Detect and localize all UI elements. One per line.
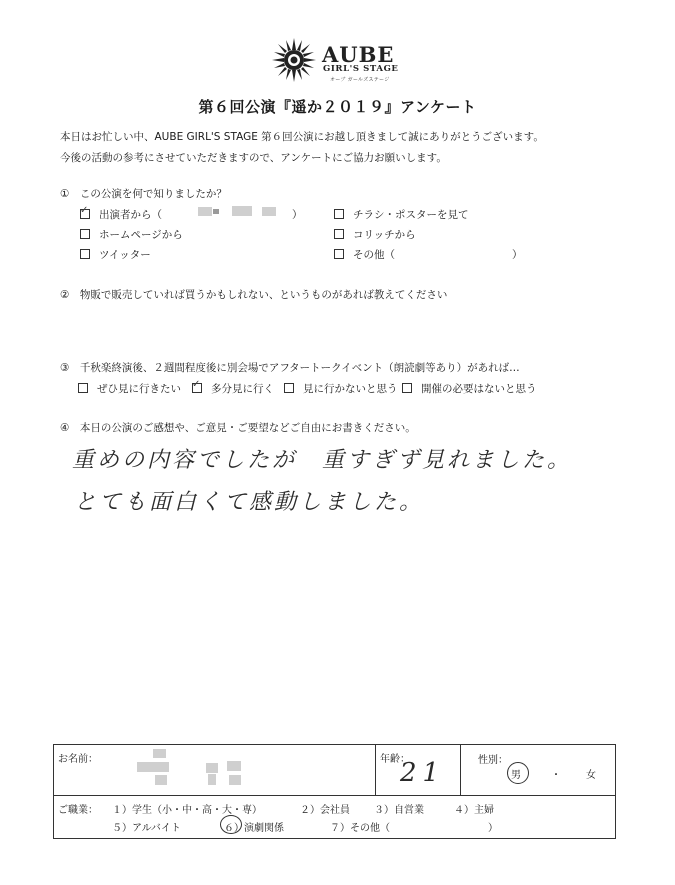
gender-label: 性別： — [478, 755, 508, 766]
q3-option-4-label: 開催の必要はないと思う — [421, 383, 537, 395]
sun-logo-icon — [272, 38, 316, 82]
logo-subtitle: GIRL'S STAGE — [323, 64, 399, 74]
checkbox-checked-icon[interactable] — [80, 209, 90, 219]
page-title: 第６回公演『遥か２０１９』アンケート — [198, 98, 477, 116]
option-corricchi[interactable] — [334, 227, 416, 242]
occupation-other-close: ） — [488, 823, 498, 834]
option-twitter[interactable] — [80, 247, 151, 262]
question-4: ④ 本日の公演のご感想や、ご意見・ご要望などご自由にお書きください。 — [60, 422, 416, 434]
redaction — [227, 761, 241, 771]
q3-option-4[interactable] — [402, 381, 537, 396]
intro-line-2: 今後の活動の参考にさせていただきますので、アンケートにご協力お願いします。 — [60, 152, 447, 164]
checkbox-icon[interactable] — [334, 249, 344, 259]
option-homepage[interactable] — [80, 227, 183, 242]
question-2: ② 物販で販売していれば買うかもしれない、というものがあれば教えてください — [60, 289, 448, 301]
q3-option-1-label: ぜひ見に行きたい — [97, 383, 181, 395]
option-homepage-label: ホームページから — [99, 229, 183, 241]
checkbox-icon[interactable] — [80, 249, 90, 259]
checkbox-icon[interactable] — [402, 383, 412, 393]
option-corricchi-label: コリッチから — [353, 229, 416, 241]
option-performer-close: ） — [292, 209, 303, 221]
checkbox-icon[interactable] — [334, 209, 344, 219]
gender-female[interactable]: 女 — [586, 770, 596, 781]
table-divider — [53, 795, 616, 796]
question-1: ① この公演を何で知りましたか？ — [60, 188, 227, 200]
intro-line-1: 本日はお忙しい中、AUBE GIRL'S STAGE 第６回公演にお越し頂きまして誠にありがとうございます。 — [60, 131, 544, 143]
redaction — [198, 207, 212, 216]
occupation-self-employed[interactable]: ３）自営業 — [374, 805, 424, 816]
option-other-label: その他（ — [353, 249, 395, 261]
gender-male[interactable]: 男 — [511, 770, 521, 781]
occupation-theater[interactable]: ６）演劇関係 — [224, 823, 284, 834]
checkbox-icon[interactable] — [78, 383, 88, 393]
option-performer-label: 出演者から（ — [99, 209, 162, 221]
occupation-student[interactable]: １）学生（小・中・高・大・専） — [112, 805, 262, 816]
option-other-close: ） — [512, 249, 523, 261]
occupation-other[interactable]: ７）その他（ — [330, 823, 390, 834]
question-3: ③ 千秋楽終演後、２週間程度後に別会場でアフタートークイベント（朗読劇等あり）があれば… — [60, 362, 520, 374]
option-flyer[interactable] — [334, 207, 469, 222]
name-label: お名前： — [58, 754, 98, 765]
age-value: 21 — [400, 758, 446, 788]
gender-separator: ・ — [551, 770, 561, 781]
redaction — [208, 774, 216, 785]
occupation-part-time[interactable]: ５）アルバイト — [112, 823, 181, 834]
table-divider — [375, 744, 376, 795]
redaction — [155, 775, 167, 785]
table-divider — [460, 744, 461, 795]
occupation-label: ご職業： — [58, 805, 98, 816]
occupation-homemaker[interactable]: ４）主婦 — [454, 805, 494, 816]
q3-option-2-label: 多分見に行く — [211, 383, 274, 395]
option-flyer-label: チラシ・ポスターを見て — [353, 209, 469, 221]
checkbox-checked-icon[interactable] — [192, 383, 202, 393]
option-performer[interactable] — [80, 207, 162, 222]
redaction — [262, 207, 276, 216]
checkbox-icon[interactable] — [80, 229, 90, 239]
logo-kana: オーブ ガールズステージ — [330, 77, 390, 83]
redaction — [206, 763, 218, 773]
q3-option-3-label: 見に行かないと思う — [303, 383, 398, 395]
redaction — [229, 775, 241, 785]
q3-option-1[interactable] — [78, 381, 181, 396]
q3-option-3[interactable] — [284, 381, 398, 396]
redaction — [232, 206, 252, 216]
handwritten-answer-line-1: 重めの内容でしたが 重すぎず見れました。 — [72, 448, 573, 473]
redaction — [153, 749, 166, 758]
occupation-employee[interactable]: ２）会社員 — [300, 805, 350, 816]
q3-option-2[interactable] — [192, 381, 274, 396]
checkbox-icon[interactable] — [284, 383, 294, 393]
redaction — [213, 209, 219, 214]
checkbox-icon[interactable] — [334, 229, 344, 239]
logo-brand: AUBE — [322, 42, 395, 67]
handwritten-answer-line-2: とても面白くて感動しました。 — [74, 490, 425, 515]
age-label: 年齢： — [380, 754, 410, 765]
option-other[interactable] — [334, 247, 395, 262]
redaction — [137, 762, 169, 772]
option-twitter-label: ツイッター — [99, 249, 151, 261]
